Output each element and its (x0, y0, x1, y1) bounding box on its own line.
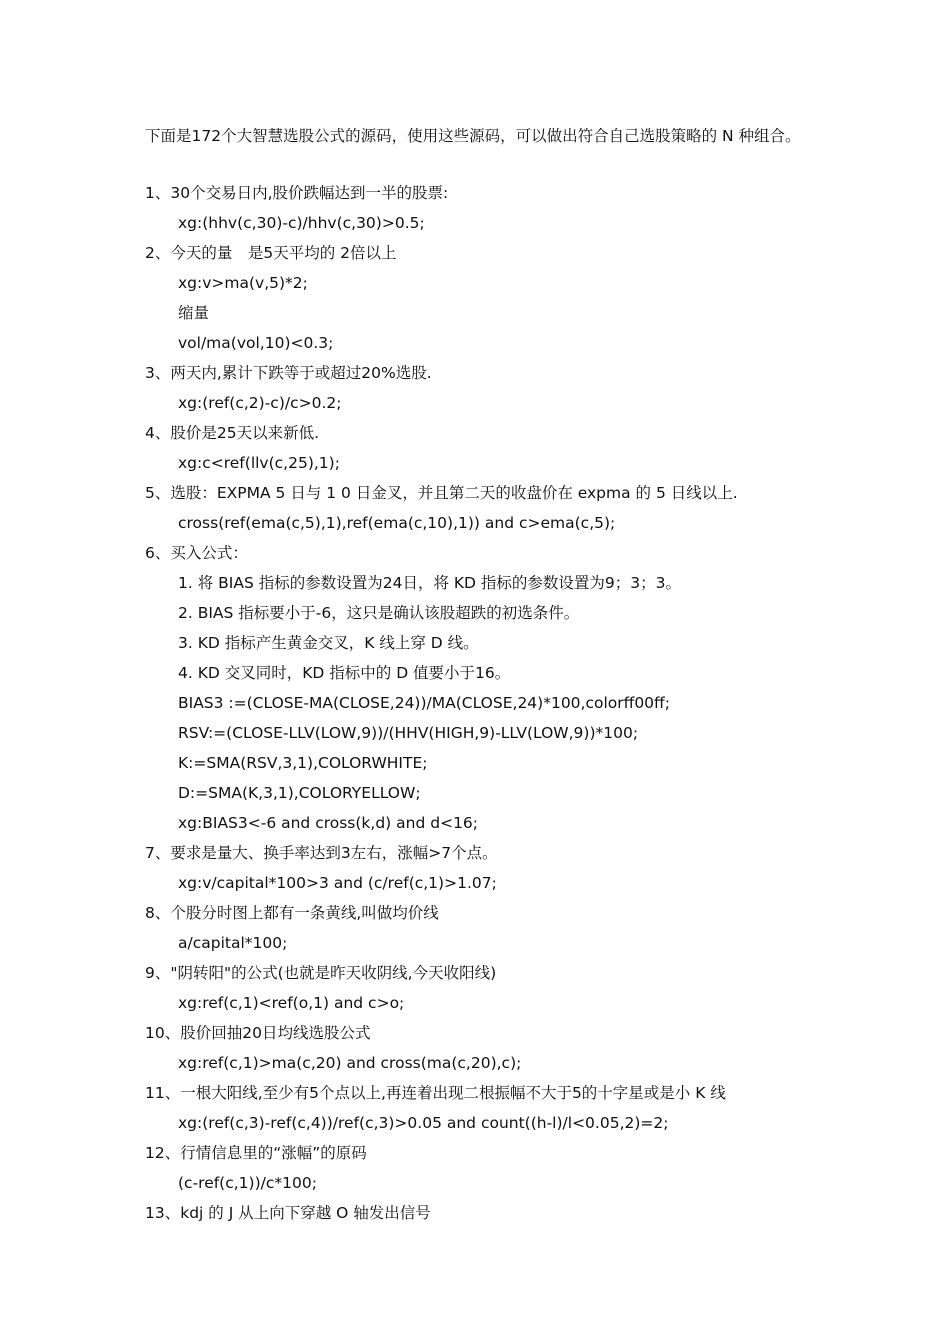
intro-paragraph: 下面是172个大智慧选股公式的源码，使用这些源码，可以做出符合自己选股策略的 N 种组合。 (145, 127, 801, 145)
formula-line: xg:v>ma(v,5)*2; (178, 274, 308, 292)
formula-line: xg:ref(c,1)>ma(c,20) and cross(ma(c,20),c); (178, 1054, 522, 1072)
formula-line: 4. KD 交叉同时，KD 指标中的 D 值要小于16。 (178, 664, 511, 682)
formula-line: xg:(ref(c,3)-ref(c,4))/ref(c,3)>0.05 and count((h-l)/l<0.05,2)=2; (178, 1114, 669, 1132)
formula-line: RSV:=(CLOSE-LLV(LOW,9))/(HHV(HIGH,9)-LLV(LOW,9))*100; (178, 724, 639, 742)
formula-line: cross(ref(ema(c,5),1),ref(ema(c,10),1)) and c>ema(c,5); (178, 514, 616, 532)
list-item-heading: 7、要求是量大、换手率达到3左右，涨幅>7个点。 (145, 844, 498, 862)
formula-line: K:=SMA(RSV,3,1),COLORWHITE; (178, 754, 428, 772)
list-item-heading: 6、买入公式： (145, 544, 248, 562)
formula-line: xg:BIAS3<-6 and cross(k,d) and d<16; (178, 814, 479, 832)
formula-line: 2. BIAS 指标要小于-6，这只是确认该股超跌的初选条件。 (178, 604, 580, 622)
formula-line: xg:c<ref(llv(c,25),1); (178, 454, 340, 472)
list-item-heading: 4、股价是25天以来新低. (145, 424, 320, 442)
formula-line: 3. KD 指标产生黄金交叉，K 线上穿 D 线。 (178, 634, 479, 652)
list-item-heading: 5、选股：EXPMA 5 日与 1 0 日金叉，并且第二天的收盘价在 expma 的 5 日线以上. (145, 484, 738, 502)
list-item-heading: 1、30个交易日内,股价跌幅达到一半的股票: (145, 184, 449, 202)
formula-line: 1. 将 BIAS 指标的参数设置为24日，将 KD 指标的参数设置为9；3；3。 (178, 574, 681, 592)
list-item-heading: 13、kdj 的 J 从上向下穿越 O 轴发出信号 (145, 1204, 431, 1222)
list-item-heading: 8、个股分时图上都有一条黄线,叫做均价线 (145, 904, 439, 922)
formula-line: xg:v/capital*100>3 and (c/ref(c,1)>1.07; (178, 874, 497, 892)
formula-line: xg:(ref(c,2)-c)/c>0.2; (178, 394, 342, 412)
formula-line: a/capital*100; (178, 934, 288, 952)
formula-list (145, 178, 825, 1228)
formula-line: xg:(hhv(c,30)-c)/hhv(c,30)>0.5; (178, 214, 425, 232)
list-item-heading: 2、今天的量 是5天平均的 2倍以上 (145, 244, 397, 262)
formula-line: 缩量 (178, 304, 210, 322)
list-item-heading: 9、"阴转阳"的公式(也就是昨天收阴线,今天收阳线) (145, 964, 497, 982)
formula-line: vol/ma(vol,10)<0.3; (178, 334, 334, 352)
list-item-heading: 3、两天内,累计下跌等于或超过20%选股. (145, 364, 432, 382)
list-item-heading: 10、股价回抽20日均线选股公式 (145, 1024, 371, 1042)
formula-line: D:=SMA(K,3,1),COLORYELLOW; (178, 784, 421, 802)
formula-line: (c-ref(c,1))/c*100; (178, 1174, 317, 1192)
formula-line: xg:ref(c,1)<ref(o,1) and c>o; (178, 994, 405, 1012)
list-item-heading: 11、一根大阳线,至少有5个点以上,再连着出现二根振幅不大于5的十字星或是小 K 线 (145, 1084, 726, 1102)
list-item-heading: 12、行情信息里的“涨幅”的原码 (145, 1144, 367, 1162)
formula-line: BIAS3 :=(CLOSE-MA(CLOSE,24))/MA(CLOSE,24)*100,colorff00ff; (178, 694, 670, 712)
